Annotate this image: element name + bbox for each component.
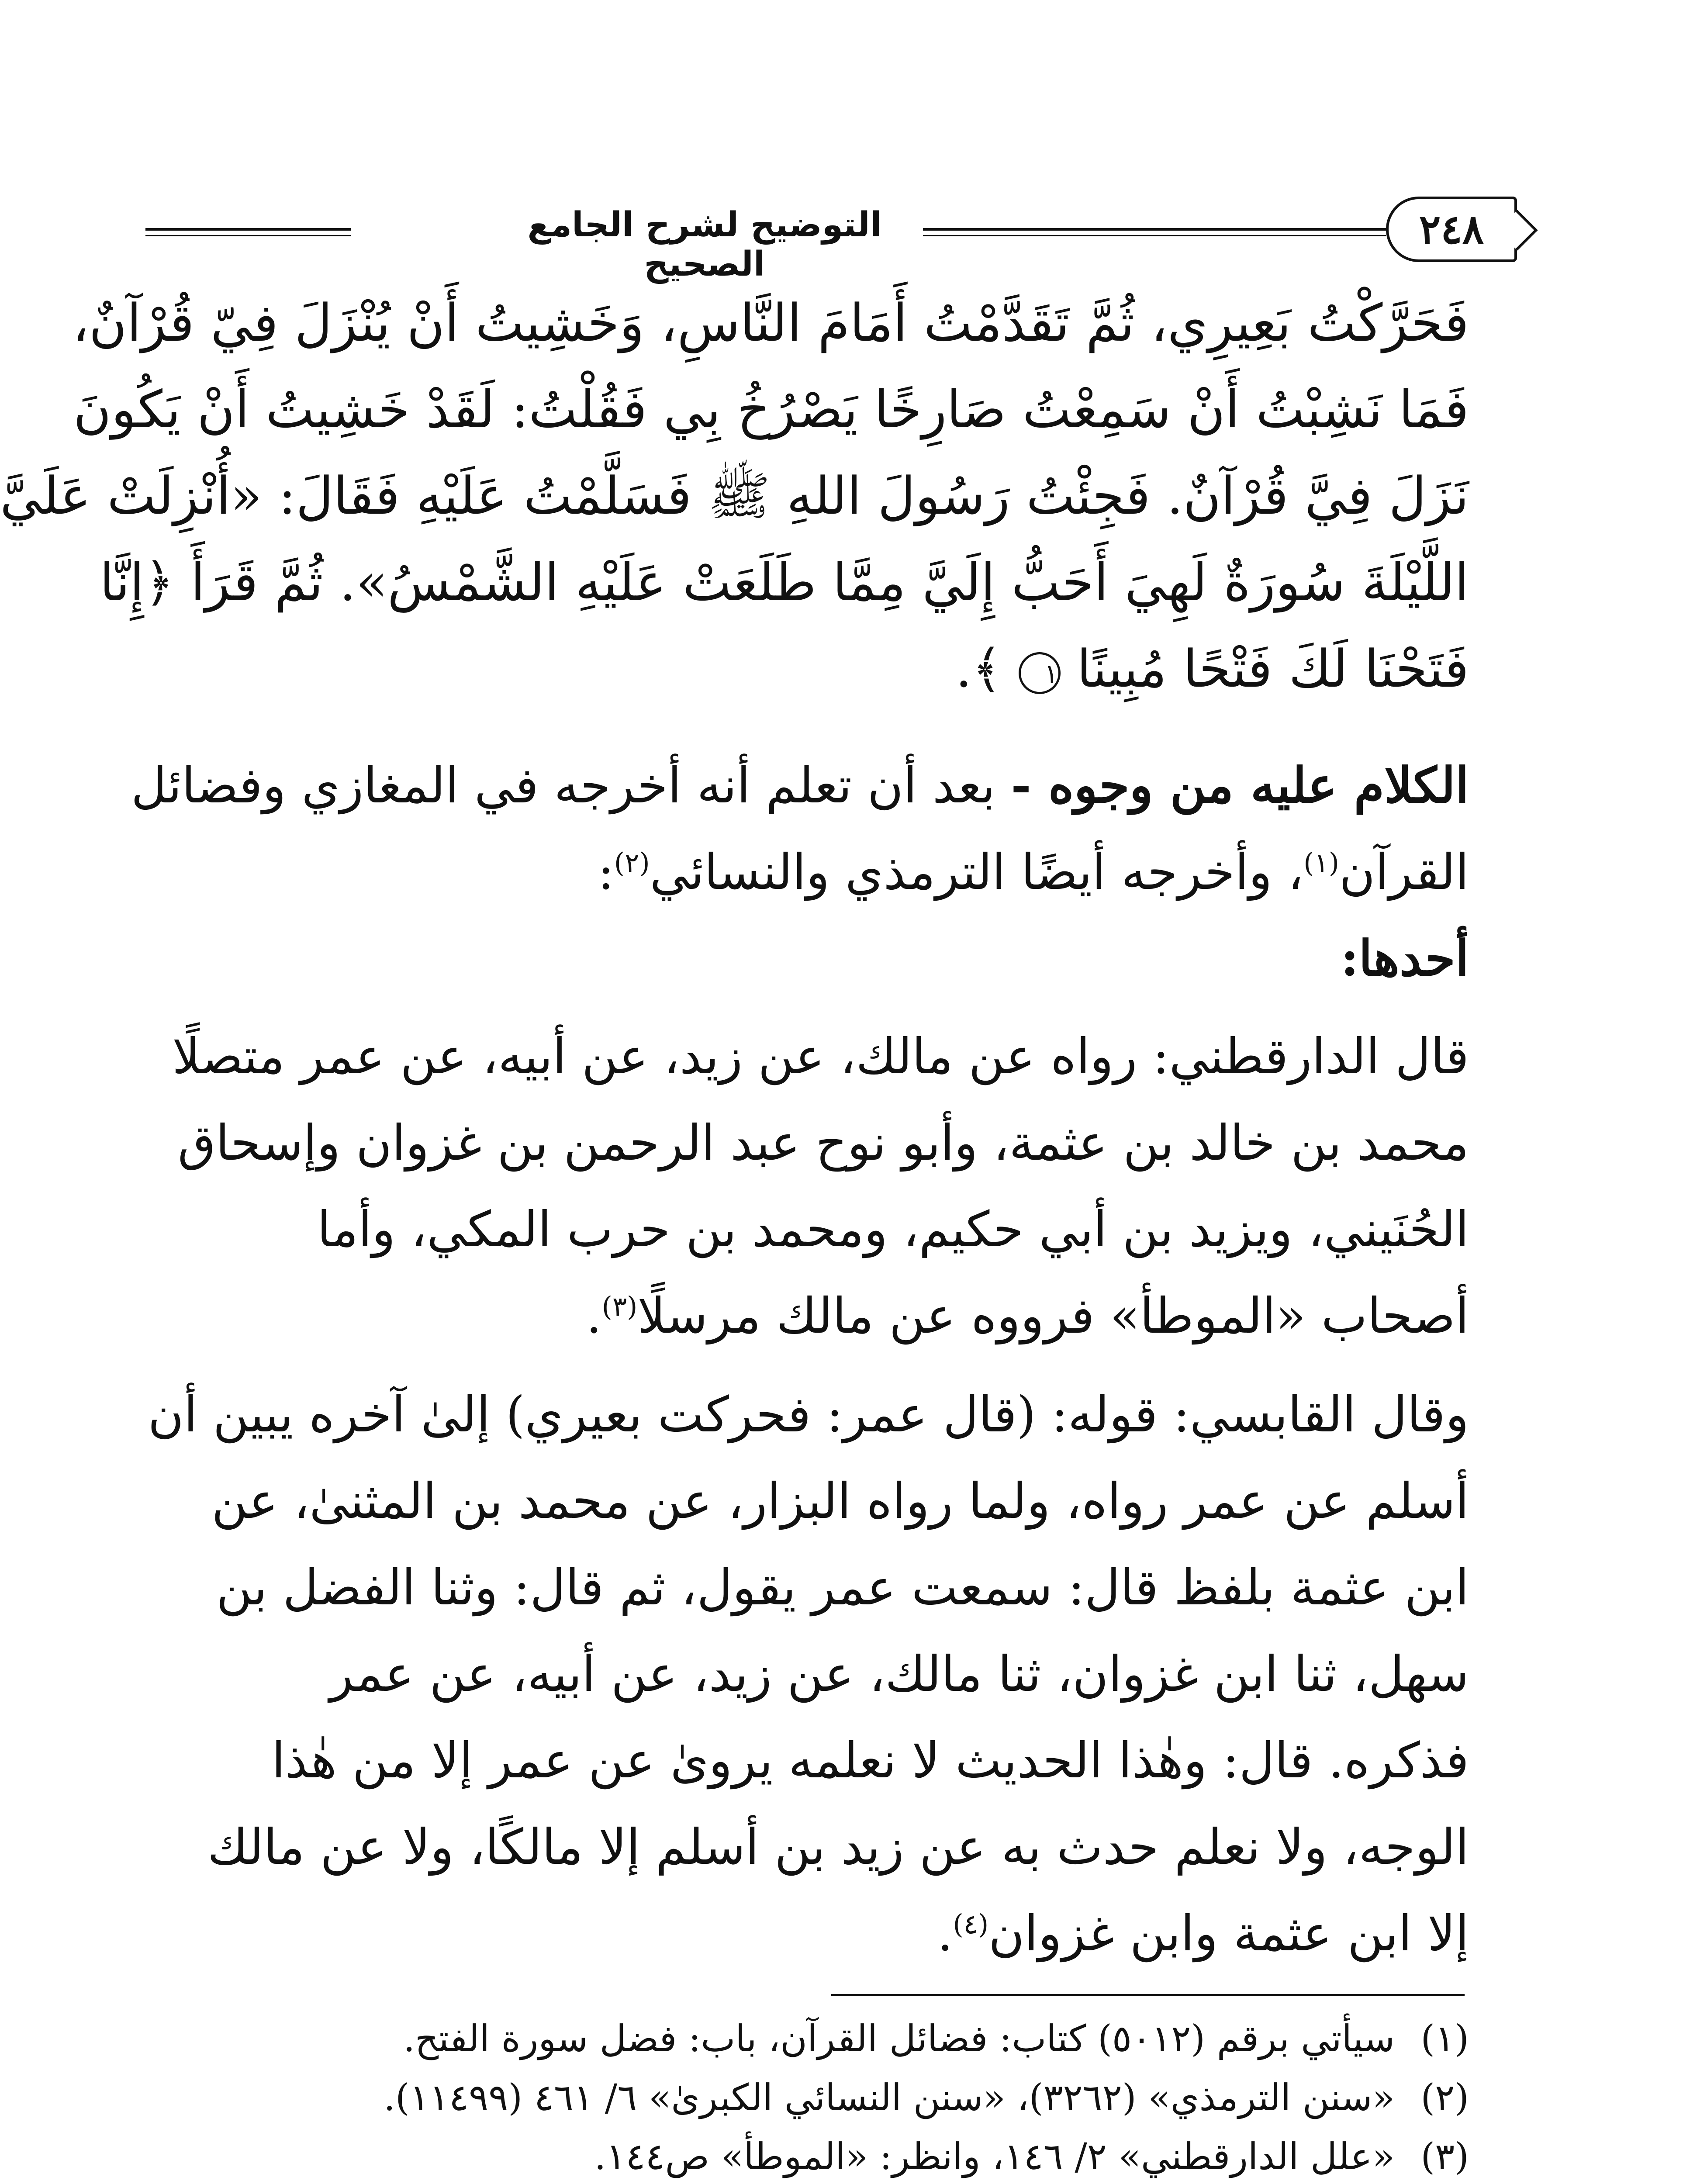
hadith-line: فَحَرَّكْتُ بَعِيرِي، ثُمَّ تَقَدَّمْتُ أَمَامَ النَّاسِ، وَخَشِيتُ أَنْ يُنْزَلَ فِيّ قُرْآنٌ، [72, 293, 1469, 353]
intro-bold: الكلام عليه من وجوه - [1011, 757, 1469, 814]
paragraph-line: أسلم عن عمر رواه، ولما رواه البزار، عن محمد بن المثنىٰ، عن [211, 1473, 1469, 1530]
footnote-number: (٢) [1420, 2076, 1469, 2119]
footnote-number: (١) [1420, 2017, 1469, 2060]
paragraph-line: محمد بن خالد بن عثمة، وأبو نوح عبد الرحمن بن غزوان وإسحاق [177, 1115, 1469, 1171]
paragraph-line: وقال القابسي: قوله: (قال عمر: فحركت بعيري) إلىٰ آخره يبين أن [148, 1386, 1469, 1443]
quran-verse: فَتَحْنَا لَكَ فَتْحًا مُبِينًا [1077, 639, 1469, 699]
paragraph-qabisi [148, 1372, 1469, 1977]
intro-text: : [598, 844, 614, 901]
paragraph-line: إلا ابن عثمة وابن غزوان$^{(٤)}$. [937, 1905, 1469, 1962]
hadith-line: فَمَا نَشِبْتُ أَنْ سَمِعْتُ صَارِخًا يَصْرُخُ بِي فَقُلْتُ: لَقَدْ خَشِيتُ أَنْ يَكُونَ [73, 379, 1469, 439]
paragraph-line: الحُنَيني، ويزيد بن أبي حكيم، ومحمد بن حرب المكي، وأما [317, 1201, 1469, 1258]
section-heading: أحدها: [1341, 930, 1469, 987]
hadith-text [0, 280, 1469, 712]
hadith-line: اللَّيْلَةَ سُورَةٌ لَهِيَ أَحَبُّ إِلَيَّ مِمَّا طَلَعَتْ عَلَيْهِ الشَّمْسُ». ثُمَّ قَرَأَ ﴿إِنَّا [100, 552, 1469, 612]
paragraph-text: إلا ابن عثمة وابن غزوان [988, 1905, 1469, 1962]
intro-text: ، وأخرجه أيضًا الترمذي والنسائي [650, 844, 1304, 901]
footnote-text: سيأتي برقم (٥٠١٢) كتاب: فضائل القرآن، باب: فضل سورة الفتح. [403, 2017, 1395, 2060]
footnote-text: «سنن الترمذي» (٣٢٦٢)، «سنن النسائي الكبرىٰ» ٦/ ٤٦١ (١١٤٩٩). [384, 2076, 1395, 2119]
intro-rest: بعد أن تعلم أنه أخرجه في المغازي وفضائل [131, 757, 1011, 814]
header-rule-left [145, 228, 351, 231]
paragraph-line: أصحاب «الموطأ» فرووه عن مالك مرسلًا$^{(٣)}$. [586, 1288, 1469, 1344]
footnote-number: (٣) [1420, 2135, 1469, 2178]
commentary-intro [131, 743, 1469, 1002]
paragraph-text: أصحاب «الموطأ» فرووه عن مالك مرسلًا [637, 1288, 1469, 1344]
footnote-ref: (١) [1303, 847, 1339, 879]
running-title: التوضيح لشرح الجامع الصحيح [486, 205, 923, 284]
footnote [351, 2068, 1469, 2127]
footnote-ref: (٢) [614, 847, 650, 879]
paragraph-line: فذكره. قال: وهٰذا الحديث لا نعلمه يرویٰ عن عمر إلا من هٰذا [272, 1732, 1469, 1789]
paragraph-daraqutni [167, 1013, 1469, 1359]
intro-line [131, 743, 1469, 829]
footnote [351, 2127, 1469, 2184]
intro-text: القرآن [1339, 844, 1469, 901]
footnote [351, 2009, 1469, 2068]
footnote-text: «علل الدارقطني» ٢/ ١٤٦، وانظر: «الموطأ» ص١٤٤. [594, 2135, 1395, 2178]
paragraph-line: قال الدارقطني: رواه عن مالك، عن زيد، عن أبيه، عن عمر متصلًا [172, 1028, 1469, 1085]
page-header [145, 188, 1484, 284]
paragraph-line: ابن عثمة بلفظ قال: سمعت عمر يقول، ثم قال: وثنا الفضل بن [216, 1559, 1469, 1616]
paragraph-line: الوجه، ولا نعلم حدث به عن زيد بن أسلم إلا مالكًا، ولا عن مالك [207, 1819, 1469, 1876]
ayah-number-marker: ١ [1019, 652, 1061, 694]
footnote-ref: (٤) [953, 1908, 989, 1940]
footnote-ref: (٣) [601, 1290, 638, 1323]
page-number: ٢٤٨ [1386, 197, 1517, 262]
footnote-separator [831, 1994, 1465, 1996]
paragraph-line: سهل، ثنا ابن غزوان، ثنا مالك، عن زيد، عن أبيه، عن عمر [329, 1646, 1469, 1703]
header-rule-left-thin [145, 235, 351, 236]
footnotes [351, 2009, 1469, 2184]
hadith-line: نَزَلَ فِيَّ قُرْآنٌ. فَجِئْتُ رَسُولَ اللهِ ﷺ فَسَلَّمْتُ عَلَيْهِ فَقَالَ: «أُنْزِلَتْ عَلَيَّ [0, 466, 1469, 526]
intro-line [167, 829, 1469, 916]
hadith-line: فَتَحْنَا لَكَ فَتْحًا مُبِينًا ١ ﴾. [955, 639, 1469, 699]
